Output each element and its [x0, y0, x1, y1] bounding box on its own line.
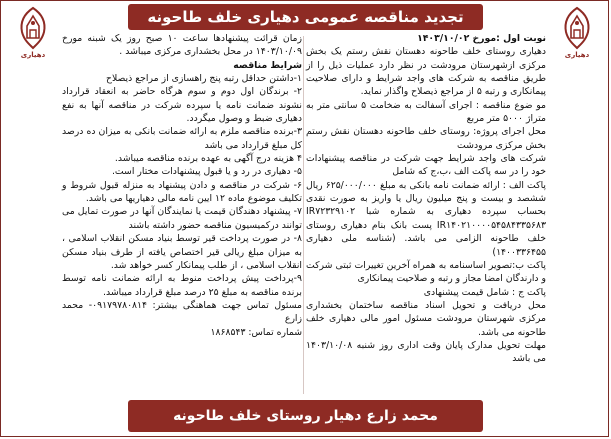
dehyari-emblem-icon [14, 6, 52, 50]
envelopes-intro: شرکت های واجد شرایط جهت شرکت در مناقصه پیشنهادات خود را در سه پاکت الف ،ب،ج که شامل [306, 153, 546, 178]
logo-left [8, 6, 58, 62]
right-column [306, 32, 546, 366]
condition-item: ۲- برندگان اول دوم و سوم هرگاه حاضر به انعقاد قرارداد نشوند ضمانت نامه یا سپرده شرکت در مناقصه آنها به نفع دهیاری ضبط و وصول میگردد. [62, 86, 302, 125]
condition-item: ۱-داشتن حداقل رتبه پنج راهسازی از مراجع ذیصلاح [105, 73, 302, 85]
logo-right [552, 6, 602, 62]
conditions-heading: شرایط مناقصه [233, 59, 302, 71]
page-title: تجدید مناقصه عمومی دهیاری خلف طاحونه [128, 4, 483, 30]
envelope-a: پاکت الف : ارائه ضمانت نامه بانکی به مبلغ ۶۲۵/۰۰۰/۰۰۰ ریال ششصد و بیست و پنج میلیون ریال یا واریز به صورت نقدی بحساب سپرده دهیاری به شماره شبا IR۷۲۳۲۹۱۰۲ IR۱۴۰۲۱۰۰۰۰۵۴۵۸۴۳۳۵۶۸۳ پست بانک بنام دهیاری روستای خلف طاحونه الزامی می باشد. (شناسه ملی دهیاری ۱۴۰۰۳۳۶۴۵۵) [306, 179, 547, 258]
column-divider [303, 36, 304, 394]
envelope-b: پاکت ب:تصویر اساسنامه به همراه آخرین تغییرات ثبتی شرکت و دارندگان امضا مجاز و رتبه و صلاحیت پیمانکاری [306, 259, 546, 285]
logo-text: دهیاری [20, 51, 46, 59]
submission-deadline: مهلت تحویل مدارک پایان وقت اداری روز شنبه ۱۴۰۳/۱۰/۰۸ می باشد [306, 339, 546, 365]
condition-item: ۶- شرکت در مناقصه و دادن پیشنهاد به منزله قبول شروط و تکلیف موضوع ماده ۱۲ ایین نامه مالی دهیاریها می باشد. [62, 179, 302, 205]
tender-subject: مو ضوع مناقصه : اجرای آسفالت به ضخامت ۵ سانتی متر به متراژ ۵۰۰۰ متر مربع [306, 99, 546, 125]
condition-item: ۳-برنده مناقصه ملزم به ارائه ضمانت بانکی به میزان ده درصد کل مبلغ قرارداد می باشد [62, 126, 302, 151]
dehyari-emblem-icon [558, 6, 596, 50]
footer-signature: محمد زارع دهیار روستای خلف طاحونه [128, 400, 483, 432]
opening-time: زمان قرائت پیشنهادها ساعت ۱۰ صبح روز یک شبنه مورخ ۱۴۰۳/۱۰/۰۹ در محل بخشداری مرکزی میباشد . [62, 33, 303, 58]
condition-item: ۹-پرداخت پیش پرداخت منوط به ارائه ضمانت نامه توسط برنده مناقصه به مبلغ ۲۵ درصد مبلغ قرارداد میباشد. [62, 273, 302, 298]
project-location: محل اجرای پروژه: روستای خلف طاحونه دهستان نقش رستم بخش مرکزی مرودشت [306, 126, 546, 151]
documents-location: محل دریافت و تحویل اسناد مناقصه ساختمان بخشداری مرکزی شهرستان مرودشت مسئول امور مالی دهیاری خلف طاحونه می باشد. [306, 299, 546, 338]
condition-item: ۵- دهیاری در رد و یا قبول پیشنهادات مختار است. [111, 166, 302, 178]
envelope-c: پاکت ج : شامل قیمت پیشنهادی [423, 286, 546, 298]
contact-phone: شماره تماس: ۱۸۶۸۵۴۳ [210, 326, 302, 338]
condition-item: ۴ هزینه درج آگهی به عهده برنده مناقصه میباشد. [114, 153, 302, 165]
left-column [62, 32, 302, 339]
condition-item: ۸- در صورت پرداخت قیر توسط بنیاد مسکن انقلاب اسلامی ، به میزان مبلغ ریالی قیر اختصاص یافته از طرف بنیاد مسکن انقلاب اسلامی ، از طلب پیمانکار کسر خواهد شد. [62, 233, 302, 271]
contact-person: مسئول تماس جهت هماهنگی بیشتر: ۰۹۱۷۹۷۸۰۸۱۴- محمد زارع [62, 299, 302, 325]
first-publication-date: نوبت اول :مورخ ۱۴۰۳/۱۰/۰۲ [417, 33, 546, 44]
condition-item: ۷- پیشنهاد دهندگان قیمت یا نمایندگان آنها در صورت تمایل می توانند درکمیسیون مناقصه حضور داشته باشند [62, 206, 302, 231]
tender-intro: دهیاری روستای خلف طاحونه دهستان نقش رستم یک بخش مرکزی ازشهرستان مرودشت در نظر دارد عملیات ذیل را از طریق مناقصه به شرکت های واجد شرایط و دارای صلاحیت پیمانکاری و رتبه ۵ از مراجع ذیصلاح واگذار نماید. [306, 46, 546, 98]
logo-text: دهیاری [564, 51, 590, 59]
